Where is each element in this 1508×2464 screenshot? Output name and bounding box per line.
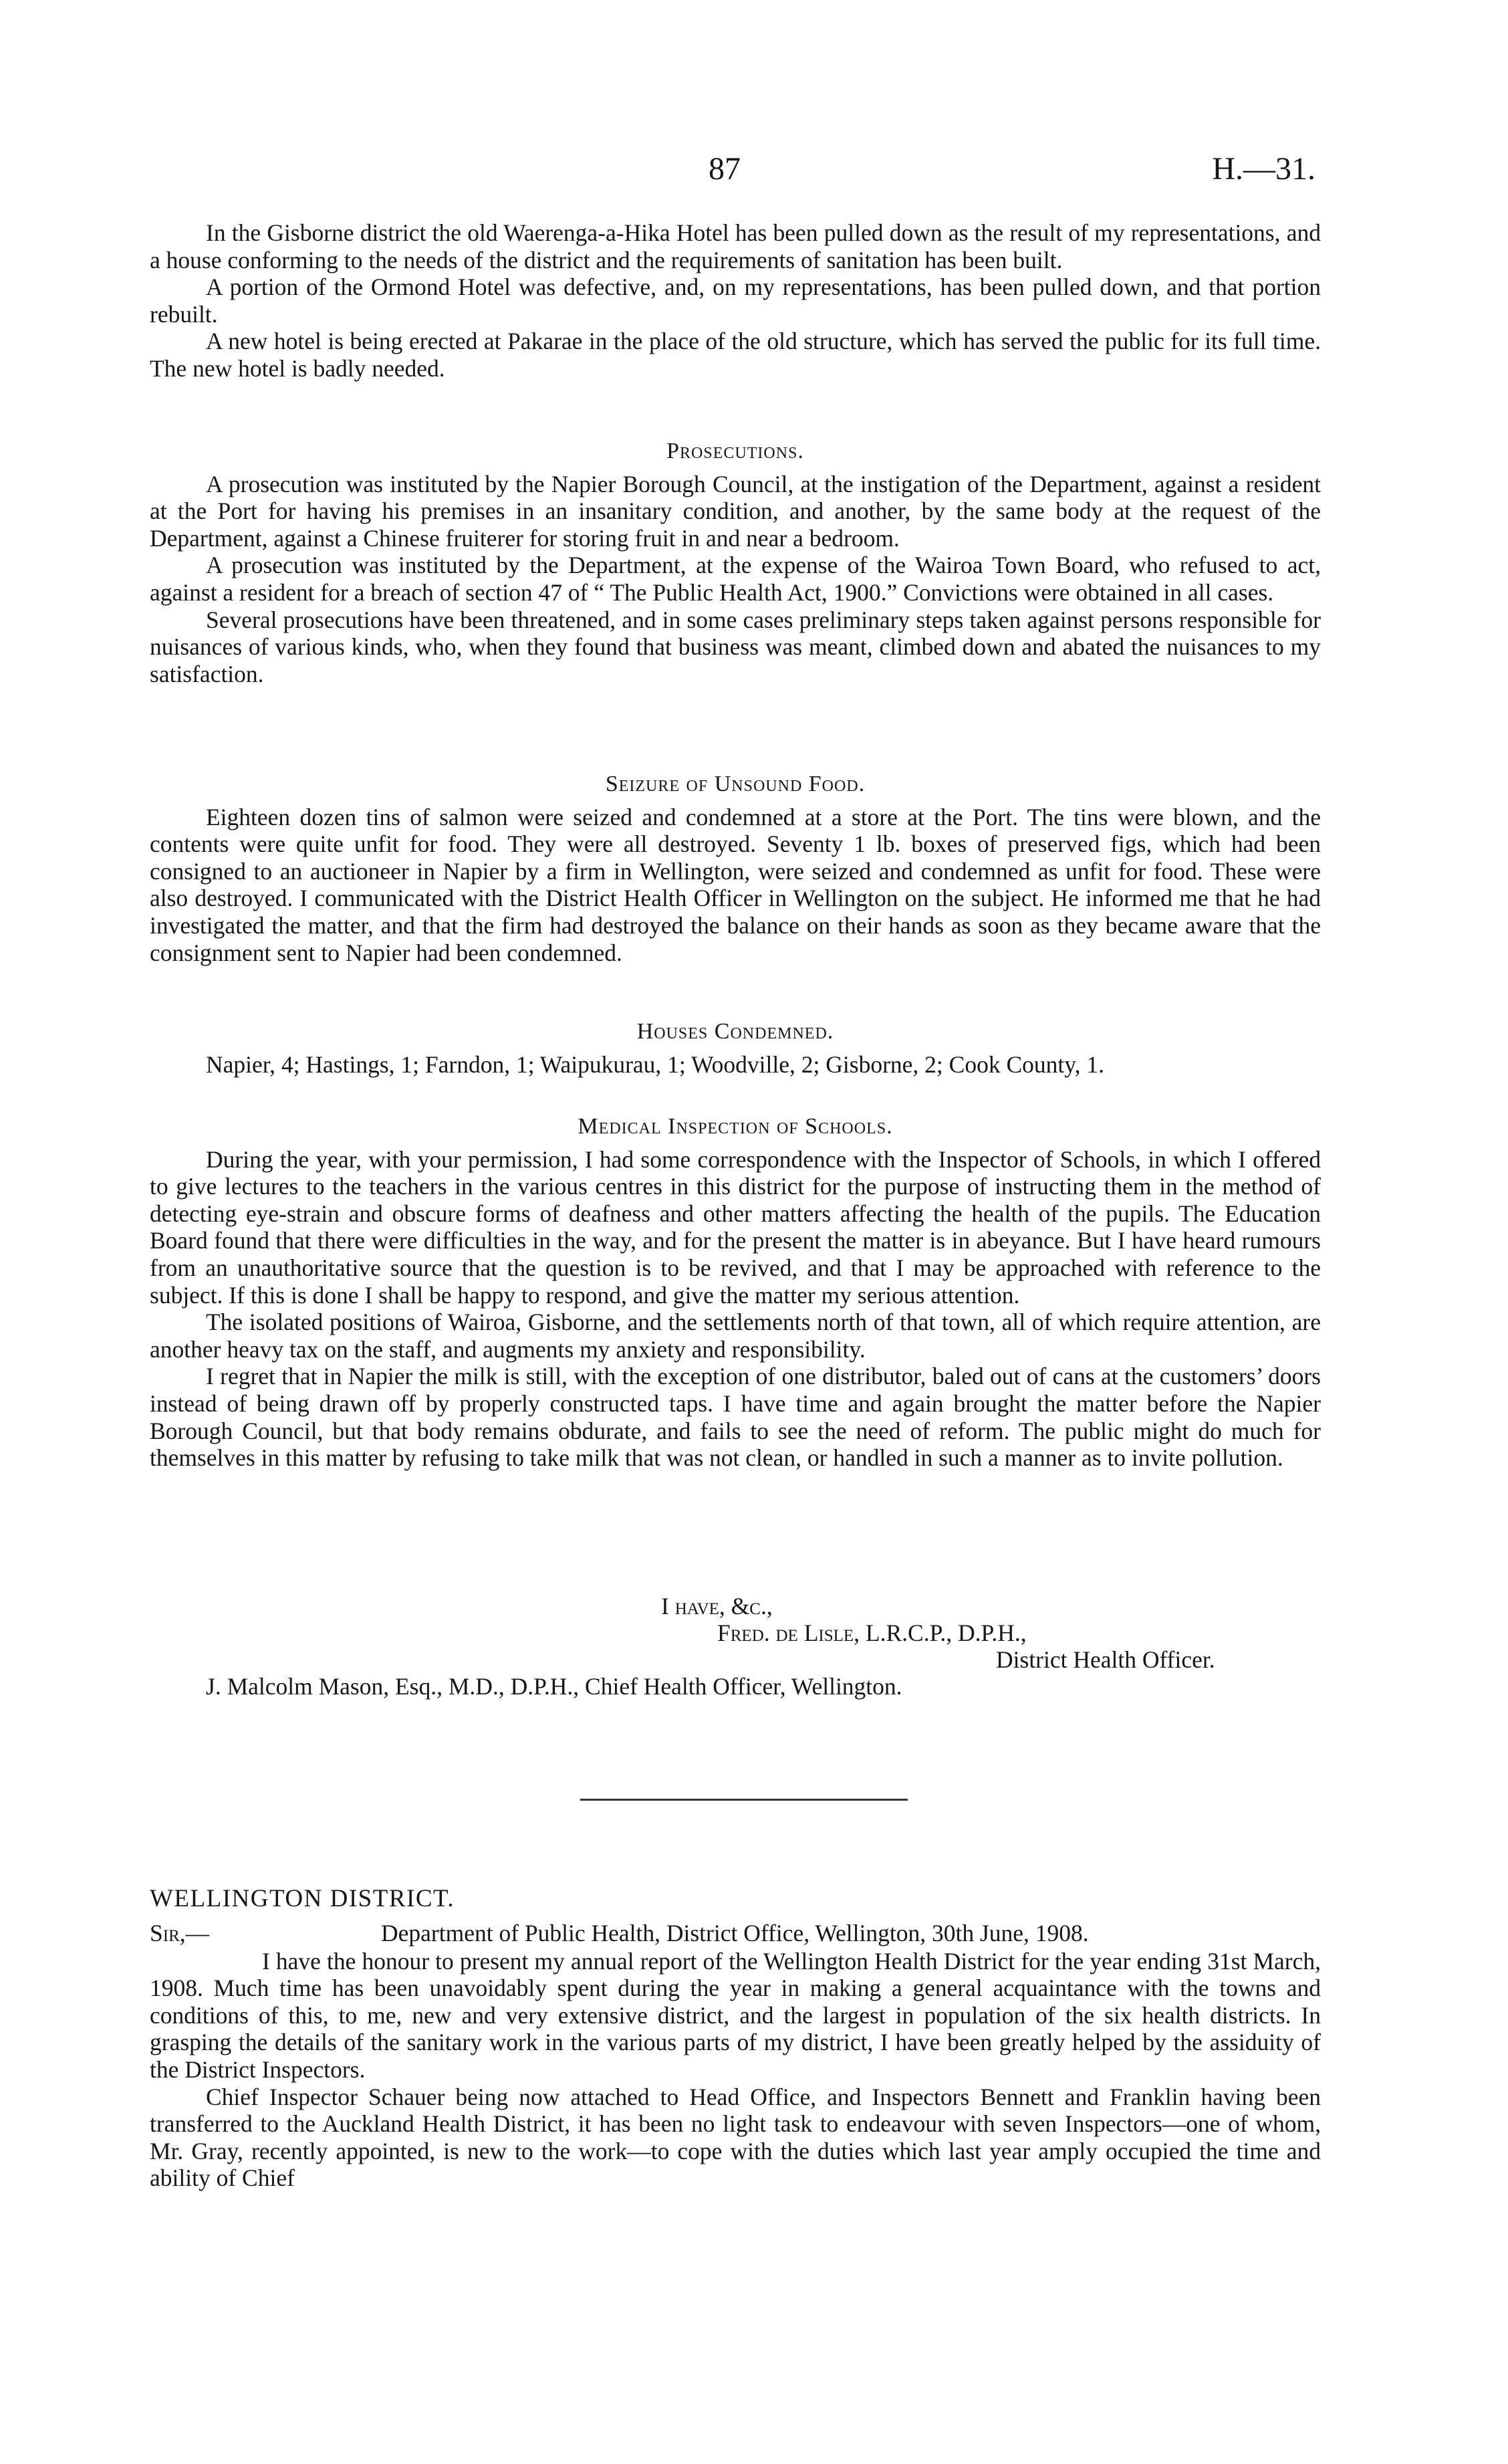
- paragraph: Eighteen dozen tins of salmon were seized and condemned at a store at the Port. The tins were blown, and the contents were quite unfit for food. They were all destroyed. Seventy 1 lb. boxes of preserved figs, which had been consigned to an auctioneer in Napier by a firm in Wellington, were seized and condemned as unfit for food. These were also destroyed. I communicated with the District Health Officer in Wellington on the subject. He informed me that he had investigated the matter, and that the firm had destroyed the balance on their hands as soon as they became aware that the consignment sent to Napier had been condemned.: [150, 803, 1321, 966]
- document-reference: H.—31.: [1212, 151, 1315, 187]
- paragraph: A prosecution was instituted by the Department, at the expense of the Wairoa Town Board, who refused to act, against a resident for a breach of section 47 of “ The Public Health Act, 1900.” Convictions were obtained in all cases.: [150, 552, 1321, 606]
- paragraph: During the year, with your permission, I had some correspondence with the Inspector of Schools, in which I offered to give lectures to the teachers in the various centres in this district for the purpose of instructing them in the method of detecting eye-strain and obscure forms of deafness and other matters affecting the health of the pupils. The Education Board found that there were difficulties in the way, and for the present the matter is in abeyance. But I have heard rumours from an unauthoritative source that the question is to be revived, and that I may be approached with reference to the subject. If this is done I shall be happy to respond, and give the matter my serious attention.: [150, 1145, 1321, 1309]
- section-heading: Houses Condemned.: [636, 1019, 834, 1044]
- medical-section: [150, 1113, 1321, 1472]
- paragraph: Several prosecutions have been threatened, and in some cases preliminary steps taken against persons responsible for nuisances of various kinds, who, when they found that business was meant, climbed down and abated the nuisances to my satisfaction.: [150, 606, 1321, 687]
- signatory-title: District Health Officer.: [996, 1646, 1215, 1673]
- district-heading: WELLINGTON DISTRICT.: [150, 1885, 455, 1912]
- paragraph: In the Gisborne district the old Waerenga-a-Hika Hotel has been pulled down as the result of my representations, and a house conforming to the needs of the district and the requirements of sanitation has been built.: [150, 219, 1321, 273]
- seizure-section: [150, 771, 1321, 966]
- houses-section: [150, 1018, 1321, 1078]
- wellington-section: [150, 1886, 1321, 2192]
- paragraph: I regret that in Napier the milk is still, with the exception of one distributor, baled out of cans at the customers’ doors instead of being drawn off by properly constructed taps. I have time and again brought the matter before the Napier Borough Council, but that body remains obdurate, and fails to see the need of reform. The public might do much for themselves in this matter by refusing to take milk that was not clean, or handled in such a manner as to invite pollution.: [150, 1363, 1321, 1472]
- section-heading: Seizure of Unsound Food.: [605, 772, 866, 796]
- paragraph: A new hotel is being erected at Pakarae in the place of the old structure, which has served the public for its full time. The new hotel is badly needed.: [150, 328, 1321, 382]
- paragraph: A prosecution was instituted by the Napier Borough Council, at the instigation of the Department, against a resident at the Port for having his premises in an insanitary condition, and another, by the same body at the request of the Department, against a Chinese fruiterer for storing fruit in and near a bedroom.: [150, 470, 1321, 552]
- paragraph: Chief Inspector Schauer being now attached to Head Office, and Inspectors Bennett and Franklin having been transferred to the Auckland Health District, it has been no light task to endeavour with seven Inspectors—one of whom, Mr. Gray, recently appointed, is new to the work—to cope with the duties which last year amply occupied the time and ability of Chief: [150, 2083, 1321, 2192]
- page-number: 87: [709, 151, 741, 187]
- salutation: Sir,—: [150, 1919, 210, 1946]
- dateline: Department of Public Health, District Office, Wellington, 30th June, 1908.: [381, 1919, 1089, 1946]
- section-divider: [580, 1799, 908, 1801]
- addressee: J. Malcolm Mason, Esq., M.D., D.P.H., Chief Health Officer, Wellington.: [206, 1673, 902, 1700]
- paragraph: I have the honour to present my annual report of the Wellington Health District for the year ending 31st March, 1908. Much time has been unavoidably spent during the year in making a general acquaintance with the towns and conditions of this, to me, new and very extensive district, and the largest in population of the six health districts. In grasping the details of the sanitary work in the various parts of my district, I have been greatly helped by the assiduity of the District Inspectors.: [150, 1947, 1321, 2083]
- closing-phrase: I have, &c.,: [661, 1593, 773, 1619]
- intro-section: [150, 219, 1321, 382]
- paragraph: Napier, 4; Hastings, 1; Farndon, 1; Waipukurau, 1; Woodville, 2; Gisborne, 2; Cook County, 1.: [206, 1050, 1105, 1078]
- paragraph: A portion of the Ormond Hotel was defective, and, on my representations, has been pulled down, and that portion rebuilt.: [150, 273, 1321, 328]
- section-heading: Medical Inspection of Schools.: [578, 1114, 893, 1139]
- section-heading: Prosecutions.: [666, 439, 804, 463]
- paragraph: The isolated positions of Wairoa, Gisborne, and the settlements north of that town, all of which require attention, are another heavy tax on the staff, and augments my anxiety and responsibility.: [150, 1309, 1321, 1363]
- closing-block: [150, 1593, 1321, 1700]
- signatory-name: Fred. de Lisle, L.R.C.P., D.P.H.,: [717, 1619, 1027, 1646]
- prosecutions-section: [150, 438, 1321, 687]
